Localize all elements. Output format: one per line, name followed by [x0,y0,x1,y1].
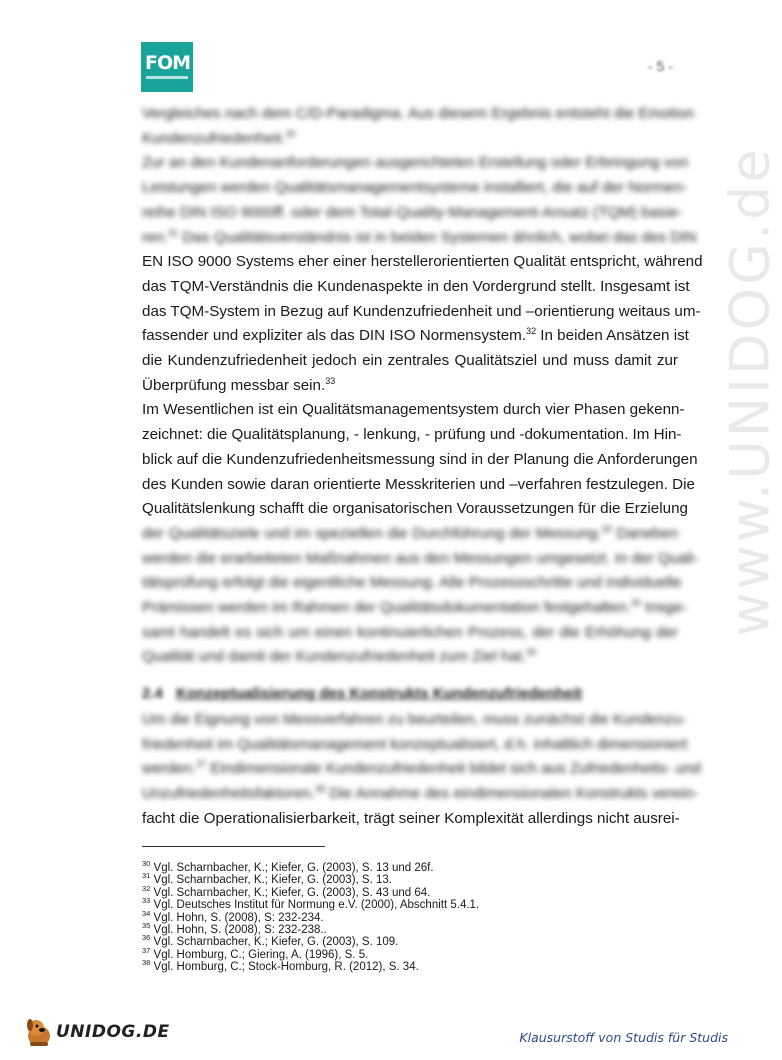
footnote-text: Vgl. Hohn, S. (2008), S: 232-234. [150,911,324,924]
footnote-text: Vgl. Scharnbacher, K.; Kiefer, G. (2003), S. 109. [150,936,399,949]
footnote-reference: 35 [630,597,641,608]
line-text: fassender und expliziter als das DIN ISO Normensystem. [142,327,527,345]
footnote-text: Vgl. Deutsches Institut für Normung e.V. (2000), Abschnitt 5.4.1. [150,899,480,912]
footnote-reference: 38 [315,784,326,795]
line-text-continued: Die Annahme des eindimensionalen Konstrukts verein- [325,785,699,803]
text-line [142,448,698,473]
line-text: das TQM-System in Bezug auf Kundenzufriedenheit und –orientierung weitaus um- [142,302,701,320]
footnote-number: 32 [142,883,151,893]
line-text: zeichnet: die Qualitätsplanung, - lenkung, - prüfung und -dokumentation. Im Hin- [142,426,682,444]
text-line [142,226,697,251]
section-number: 2.4 [142,685,163,702]
line-text: Unzufriedenheitsfaktoren. [142,785,316,803]
footnote-text: Vgl. Homburg, C.; Stock-Homburg, R. (2012), S. 34. [150,961,419,974]
text-line [142,324,689,349]
footnote [142,933,702,949]
line-text: das TQM-Verständnis die Kundenaspekte in den Vordergrund stellt. Insgesamt ist [142,277,690,295]
section-title: Konzeptualisierung des Konstrukts Kundenzufriedenheit [176,685,583,702]
line-text: facht die Operationalisierbarkeit, trägt seiner Komplexität allerdings nicht ausrei- [142,809,680,827]
footnote-text: Vgl. Scharnbacher, K.; Kiefer, G. (2003), S. 43 und 64. [150,886,431,899]
unidog-logo [22,1012,170,1052]
line-text: Im Wesentlichen ist ein Qualitätsmanagementsystem durch vier Phasen gekenn- [142,401,685,419]
text-line [142,757,701,782]
footer-brand: UNIDOG.DE [56,1022,170,1042]
line-text: samt handelt es sich um einen kontinuierlichen Prozess, der die Erhöhung der [142,623,678,641]
text-line [142,300,701,325]
line-text: der Qualitätsziele und im speziellen die Durchführung der Messung. [142,524,602,542]
fom-logo [141,42,193,92]
footnote [142,896,702,912]
footnote-number: 31 [142,871,151,881]
footnote-number: 34 [142,908,151,918]
footnote-number: 36 [142,933,151,943]
line-text-continued: Daneben [611,524,678,542]
footnote-reference: 31 [168,227,179,238]
footnote [142,883,702,900]
text-line [142,733,688,758]
line-text: des Kunden sowie daran orientierte Messkriterien und –verfahren festzulegen. Die [142,475,695,493]
text-line [142,708,687,733]
line-text: Überprüfung messbar sein. [142,376,326,394]
text-line [142,547,699,572]
text-line [142,807,678,832]
text-line [142,151,689,176]
line-text: friedenheit im Qualitätsmanagement konzeptualisiert, d.h. inhaltlich dimensioniert [142,735,688,753]
footnote-number: 37 [142,945,151,955]
footnote-reference: 33 [325,375,336,386]
footnote-text: Vgl. Hohn, S. (2008), S: 232-238.. [150,924,327,936]
footnote-reference: 34 [601,523,612,534]
footnote-number: 38 [142,958,151,968]
line-text: ren. [142,228,169,246]
watermark: www.UNIDOG.de [718,146,782,637]
page-number: - 5 - [648,58,673,74]
footnote-text: Vgl. Scharnbacher, K.; Kiefer, G. (2003), S. 13. [150,874,392,887]
text-line [142,275,690,300]
text-line [142,201,683,226]
text-line [142,398,685,423]
text-line [142,571,682,596]
text-line [142,349,678,374]
text-line [142,102,695,127]
text-line [142,782,699,807]
text-line [142,596,688,621]
line-text-continued: Eindimensionale Kundenzufriedenheit bildet sich aus Zufriedenheits- und [206,760,701,778]
line-text: EN ISO 9000 Systems eher einer herstellerorientierten Qualität entspricht, während [142,253,703,271]
logo-text: FOM [145,52,191,74]
footnote-number: 30 [142,859,151,869]
line-text: Leistungen werden Qualitätsmanagementsysteme installiert, die auf der Normen- [142,179,688,197]
line-text: werden die erarbeiteten Maßnahmen aus den Messungen umgesetzt. In der Quali- [142,549,699,567]
line-text-continued: Insge- [640,599,688,616]
line-text: Qualitätslenkung schafft die organisatorischen Voraussetzungen für die Erzielung [142,500,688,518]
line-text-continued: In beiden Ansätzen ist [536,327,689,345]
text-line [142,127,678,152]
line-text: Vergleiches nach dem C/D-Paradigma. Aus diesem Ergebnis entsteht die Emotion [142,105,695,122]
line-text: Um die Eignung von Messverfahren zu beurteilen, muss zunächst die Kundenzu- [142,711,687,728]
text-line [142,250,703,275]
line-text: reihe DIN ISO 9000ff. oder dem Total-Quality-Management-Ansatz (TQM) basie- [142,203,683,221]
footnote-number: 35 [142,921,151,931]
line-text-continued: Das Qualitätsverständnis ist in beiden Systemen ähnlich, wobei das des DIN [178,228,697,246]
text-line [142,522,678,547]
section-heading [142,685,592,702]
text-line [142,423,682,448]
text-line [142,473,695,498]
line-text: Zur an den Kundenanforderungen ausgerichteten Erstellung oder Erbringung von [142,154,689,172]
logo-underline [146,76,188,79]
line-text: Kundenzufriedenheit. [142,129,286,147]
line-text: werden. [142,760,197,778]
footnote-reference: 36 [526,647,537,658]
footnote-reference: 37 [196,759,207,770]
text-line [142,621,678,646]
text-line [142,645,678,670]
footnote-reference: 30 [285,128,296,139]
text-line [142,374,678,399]
line-text: blick auf die Kundenzufriedenheitsmessung sind in der Planung die Anforderungen [142,450,698,468]
line-text: Prämissen werden im Rahmen der Qualitätsdokumentation festgehalten. [142,599,631,616]
line-text: die Kundenzufriedenheit jedoch ein zentrales Qualitätsziel und muss damit zur [142,352,678,369]
footnote-text: Vgl. Homburg, C.; Giering, A. (1996), S. 5. [150,948,369,961]
footnote [142,871,702,887]
text-line [142,497,688,522]
line-text: Qualität und damit der Kundenzufriedenheit zum Ziel hat. [142,648,527,666]
footnote-number: 33 [142,896,151,906]
footnote [142,908,702,925]
footnote [142,958,702,974]
footnote-separator [142,846,325,847]
footnote-text: Vgl. Scharnbacher, K.; Kiefer, G. (2003), S. 13 und 26f. [150,862,434,874]
footer-tagline: Klausurstoff von Studis für Studis [519,1030,728,1045]
footnote-reference: 32 [526,326,537,337]
line-text: tätsprüfung erfolgt die eigentliche Messung. Alle Prozessschritte und individuelle [142,574,682,592]
text-line [142,176,688,201]
dog-icon [24,1016,54,1048]
footnote [142,945,702,962]
